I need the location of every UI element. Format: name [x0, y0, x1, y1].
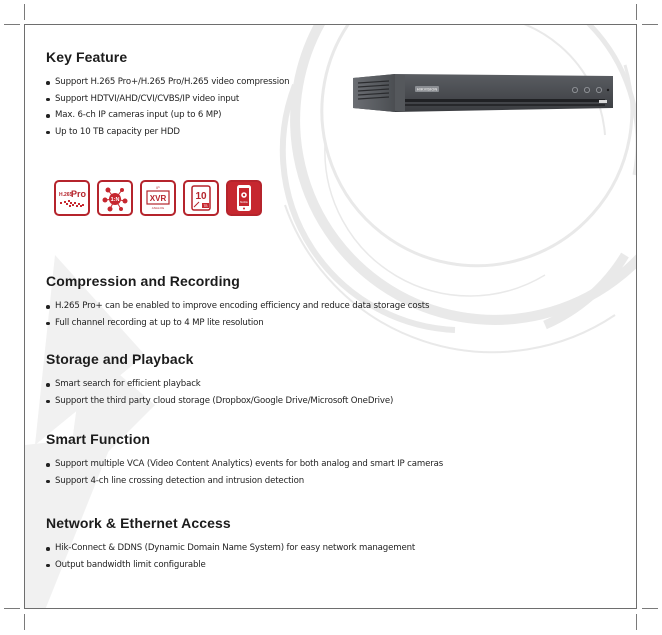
mobile-label: Mobile [240, 201, 248, 204]
crop-mark [24, 614, 25, 630]
section-heading: Storage and Playback [46, 351, 194, 367]
bullet-list [46, 540, 415, 573]
pro-label: Pro [71, 189, 87, 199]
mobile-app-icon [226, 180, 262, 216]
xvr-ip-label: IP [156, 186, 160, 190]
bullet-text: Hik-Connect & DDNS (Dynamic Domain Name System) for easy network management [55, 543, 416, 553]
hdd-unit-label: TB [203, 204, 208, 208]
dvr-brand-label: HIKVISION [416, 86, 438, 92]
section-key-feature [46, 49, 289, 140]
section-heading: Smart Function [46, 431, 151, 447]
bullet-text: Support HDTVI/AHD/CVI/CVBS/IP video input [55, 93, 240, 104]
hdd-10tb-icon [183, 180, 219, 216]
bullet-dot-icon [46, 400, 50, 404]
document-content [25, 25, 637, 609]
bullet-item [46, 376, 393, 393]
bullet-item [46, 74, 289, 91]
bullet-list [46, 298, 429, 331]
dvr-product-image [345, 70, 615, 115]
bullet-list [46, 74, 289, 140]
crop-mark [636, 614, 637, 630]
h265-pro-icon [54, 180, 90, 216]
crop-mark [636, 4, 637, 20]
xvr-label: XVR [149, 194, 167, 203]
bullet-list [46, 376, 393, 409]
crop-mark [642, 608, 658, 609]
bullet-text: Smart search for efficient playback [55, 379, 201, 389]
page-frame [24, 24, 637, 609]
bullet-text: Support multiple VCA (Video Content Analytics) events for both analog and smart IP cameras [55, 459, 444, 469]
bullet-dot-icon [46, 81, 50, 85]
bullet-list [46, 456, 443, 489]
section-storage-playback [46, 351, 393, 409]
bullet-item [46, 473, 443, 490]
bullet-dot-icon [46, 383, 50, 387]
h265-label: H.265 [59, 192, 73, 198]
bullet-item [46, 298, 429, 315]
bullet-item [46, 393, 393, 410]
crop-mark [24, 4, 25, 20]
bullet-text: Support H.265 Pro+/H.265 Pro/H.265 video compression [55, 77, 290, 87]
bullet-item [46, 107, 289, 124]
bullet-text: H.265 Pro+ can be enabled to improve encoding efficiency and reduce data storage costs [55, 301, 430, 311]
section-network-access [46, 515, 415, 573]
bullet-item [46, 124, 289, 141]
xvr-analog-label: ANALOG [151, 206, 165, 210]
bullet-item [46, 540, 415, 557]
bullet-dot-icon [46, 463, 50, 467]
bullet-dot-icon [46, 114, 50, 118]
bullet-item [46, 557, 415, 574]
section-smart-function [46, 431, 443, 489]
hdd-capacity-label: 10 [195, 191, 207, 202]
crop-mark [642, 24, 658, 25]
bullet-text: Support the third party cloud storage (Dropbox/Google Drive/Microsoft OneDrive) [55, 395, 394, 406]
bullet-dot-icon [46, 547, 50, 551]
bullet-text: Max. 6-ch IP cameras input (up to 6 MP) [55, 110, 222, 120]
bullet-text: Full channel recording at up to 4 MP lite resolution [55, 317, 264, 328]
one-to-n-icon [97, 180, 133, 216]
bullet-item [46, 315, 429, 332]
bullet-dot-icon [46, 564, 50, 568]
section-heading: Compression and Recording [46, 273, 240, 289]
section-heading: Key Feature [46, 49, 128, 65]
xvr-icon [140, 180, 176, 216]
bullet-text: Support 4-ch line crossing detection and intrusion detection [55, 475, 305, 486]
bullet-item [46, 91, 289, 108]
crop-mark [4, 24, 20, 25]
bullet-dot-icon [46, 98, 50, 102]
crop-mark [4, 608, 20, 609]
one-to-n-label: 1:N [110, 197, 120, 203]
section-compression-recording [46, 273, 429, 331]
bullet-dot-icon [46, 322, 50, 326]
bullet-dot-icon [46, 480, 50, 484]
bullet-text: Up to 10 TB capacity per HDD [55, 126, 180, 137]
section-heading: Network & Ethernet Access [46, 515, 231, 531]
feature-icons-row [54, 180, 262, 216]
bullet-dot-icon [46, 305, 50, 309]
bullet-dot-icon [46, 131, 50, 135]
bullet-text: Output bandwidth limit configurable [55, 559, 206, 570]
bullet-item [46, 456, 443, 473]
